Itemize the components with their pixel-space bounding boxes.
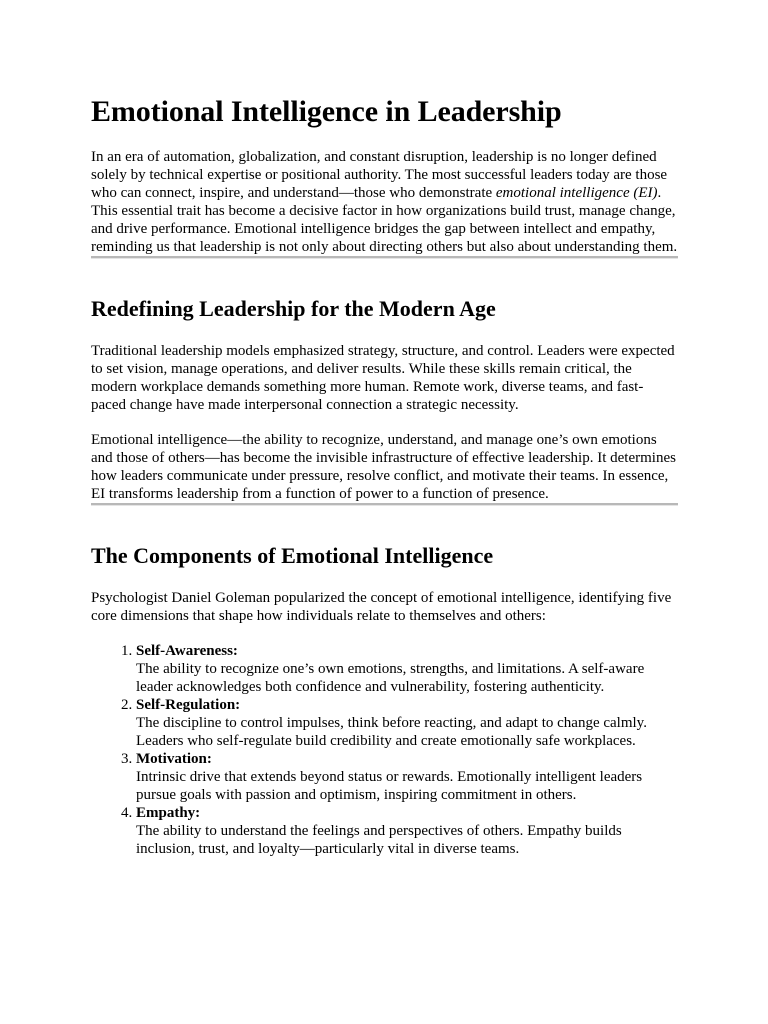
list-item [136,642,678,696]
components-list [91,642,678,858]
intro-emphasis: emotional intelligence (EI) [495,185,658,201]
list-item-body: The ability to understand the feelings and perspectives of others. Empathy builds inclusion, trust, and loyalty—particularly vital in diverse teams. [136,823,622,857]
list-item-title: 1. Self-Awareness: [136,643,238,659]
list-item-body: Intrinsic drive that extends beyond status or rewards. Emotionally intelligent leaders pursue goals with passion and optimism, inspiring commitment in others. [136,769,643,803]
section-divider [91,256,678,259]
list-item [136,750,678,804]
section-paragraph: Traditional leadership models emphasized strategy, structure, and control. Leaders were expected to set vision, manage operations, and deliver results. While these skills remain critical, the modern workplace demands something more human. Remote work, diverse teams, and fast-paced change have made interpersonal connection a strategic necessity. [91,343,675,413]
list-item [136,696,678,750]
list-item [136,804,678,858]
section-heading-redefining: Redefining Leadership for the Modern Age [91,296,496,321]
list-item-title: 4. Empathy: [136,805,201,821]
section-heading-components: The Components of Emotional Intelligence [91,543,494,568]
intro-paragraph [91,148,678,256]
section-divider [91,503,678,506]
intro-text-end: . This essential trait has become a decisive factor in how organizations build trust, manage change, and drive performance. Emotional intelligence bridges the gap between intellect and empathy, reminding us that leadership is not only about directing others but also about understanding them. [91,185,678,255]
list-item-body: The discipline to control impulses, think before reacting, and adapt to change calmly. Leaders who self-regulate build credibility and create emotionally safe workplaces. [136,715,647,749]
intro-text-start: In an era of automation, globalization, and constant disruption, leadership is no longer defined solely by technical expertise or positional authority. The most successful leaders today are those who can connect, inspire, and understand—those who demonstrate [91,149,668,201]
section-paragraph: Emotional intelligence—the ability to recognize, understand, and manage one’s own emotions and those of others—has become the invisible infrastructure of effective leadership. It determines how leaders communicate under pressure, resolve conflict, and motivate their teams. In essence, EI transforms leadership from a function of power to a function of presence. [91,432,676,502]
list-item-body: The ability to recognize one’s own emotions, strengths, and limitations. A self-aware leader acknowledges both confidence and vulnerability, fostering authenticity. [136,661,645,695]
page-title: Emotional Intelligence in Leadership [91,95,562,128]
list-item-title: 3. Motivation: [136,751,212,767]
list-item-title: 2. Self-Regulation: [136,697,241,713]
section-paragraph: Psychologist Daniel Goleman popularized the concept of emotional intelligence, identifying five core dimensions that shape how individuals relate to themselves and others: [91,590,672,624]
